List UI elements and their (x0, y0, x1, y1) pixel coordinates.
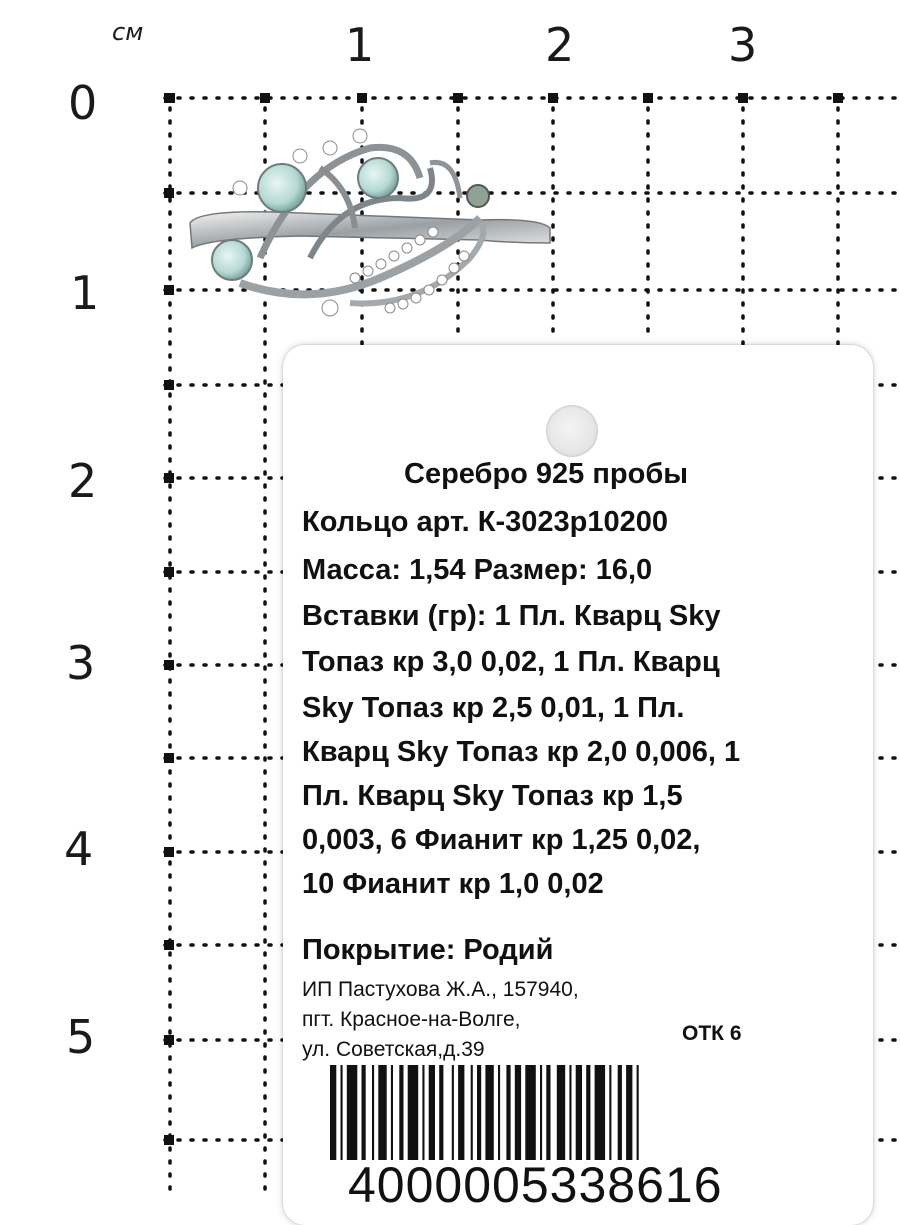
barcode-bar (399, 1065, 403, 1160)
grid-marker (164, 188, 174, 198)
y-label-1: 1 (70, 266, 100, 320)
unit-label: см (112, 18, 144, 46)
grid-marker (164, 940, 174, 950)
barcode-bar (595, 1065, 606, 1160)
barcode-bar (422, 1065, 424, 1160)
barcode-bar (626, 1065, 632, 1160)
barcode-bar (576, 1065, 582, 1160)
x-label-1: 1 (345, 18, 375, 72)
maker-line-1: ИП Пастухова Ж.А., 157940, (302, 978, 579, 1001)
inserts-line-4: Кварц Sky Топаз кр 2,0 0,006, 1 (302, 736, 741, 768)
inserts-line-6: 0,003, 6 Фианит кр 1,25 0,02, (302, 824, 701, 856)
y-label-0: 0 (68, 76, 98, 130)
coating-line: Покрытие: Родий (302, 934, 554, 966)
barcode-bar (586, 1065, 590, 1160)
grid-marker (164, 660, 174, 670)
grid-marker (643, 93, 653, 103)
barcode-bar (458, 1065, 464, 1160)
barcode-bar (372, 1065, 374, 1160)
barcode-bar (452, 1065, 454, 1160)
grid-marker (357, 93, 367, 103)
barcode-bar (378, 1065, 386, 1160)
inserts-line-7: 10 Фианит кр 1,0 0,02 (302, 868, 604, 900)
grid-marker (833, 93, 843, 103)
barcode-bar (471, 1065, 473, 1160)
barcode-bar (506, 1065, 510, 1160)
barcode-bar (347, 1065, 358, 1160)
barcode-bar (637, 1065, 639, 1160)
inserts-line-1: Вставки (гр): 1 Пл. Кварц Sky (302, 600, 721, 632)
barcode-bar (391, 1065, 393, 1160)
inserts-line-5: Пл. Кварц Sky Топаз кр 1,5 (302, 780, 683, 812)
y-label-3: 3 (66, 636, 96, 690)
barcode-bar (525, 1065, 536, 1160)
grid-marker (164, 473, 174, 483)
barcode-bar (429, 1065, 435, 1160)
inserts-line-2: Топаз кр 3,0 0,02, 1 Пл. Кварц (302, 646, 720, 678)
barcode-bar (485, 1065, 493, 1160)
grid-marker (548, 93, 558, 103)
y-label-5: 5 (66, 1010, 96, 1064)
ring-image (180, 108, 560, 338)
otk-stamp: ОТК 6 (682, 1022, 742, 1045)
barcode-bar (408, 1065, 419, 1160)
article-line: Кольцо арт. К-3023р10200 (302, 506, 668, 538)
x-label-2: 2 (545, 18, 575, 72)
y-label-4: 4 (64, 822, 94, 876)
barcode (330, 1065, 810, 1160)
barcode-bar (557, 1065, 565, 1160)
maker-line-3: ул. Советская,д.39 (302, 1038, 485, 1061)
grid-marker (164, 1135, 174, 1145)
barcode-bar (498, 1065, 500, 1160)
barcode-number: 4000005338616 (348, 1157, 723, 1213)
barcode-bar (515, 1065, 521, 1160)
barcode-bar (609, 1065, 611, 1160)
x-label-3: 3 (728, 18, 758, 72)
grid-marker (164, 753, 174, 763)
grid-marker (165, 93, 175, 103)
barcode-bar (540, 1065, 542, 1160)
grid-marker (164, 380, 174, 390)
y-label-2: 2 (68, 454, 98, 508)
barcode-bar (569, 1065, 571, 1160)
maker-line-2: пгт. Красное-на-Волге, (302, 1008, 521, 1031)
barcode-bar (330, 1065, 336, 1160)
barcode-bar (546, 1065, 550, 1160)
grid-marker (164, 847, 174, 857)
barcode-bar (362, 1065, 366, 1160)
grid-marker (738, 93, 748, 103)
barcode-bar (618, 1065, 622, 1160)
barcode-bar (439, 1065, 443, 1160)
tag-hole (546, 405, 598, 457)
grid-marker (260, 93, 270, 103)
grid-marker (164, 567, 174, 577)
barcode-bar (341, 1065, 343, 1160)
mass-size-line: Масса: 1,54 Размер: 16,0 (302, 554, 653, 586)
metal-line: Серебро 925 пробы (404, 458, 688, 490)
grid-marker (164, 1035, 174, 1045)
inserts-line-3: Sky Топаз кр 2,5 0,01, 1 Пл. (302, 692, 685, 724)
grid-marker (453, 93, 463, 103)
grid-marker (164, 285, 174, 295)
barcode-bar (477, 1065, 481, 1160)
